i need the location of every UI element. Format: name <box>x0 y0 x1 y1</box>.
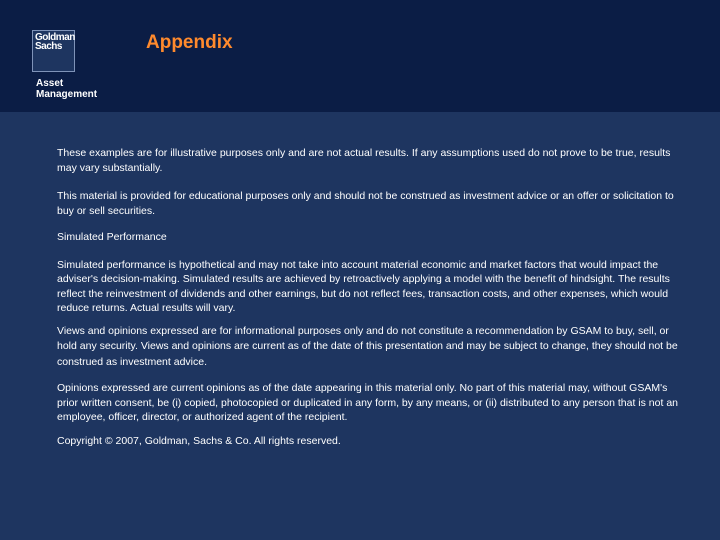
paragraph-educational: This material is provided for educational purposes only and should not be construed as investment advice or an offer or solicitation to buy or sell securities. <box>57 190 674 217</box>
goldman-sachs-logo <box>32 30 75 72</box>
disclaimer-body <box>57 146 691 448</box>
division-label: Asset Management <box>36 78 98 100</box>
copyright-notice: Copyright © 2007, Goldman, Sachs & Co. All rights reserved. <box>57 434 341 447</box>
paragraph-illustrative: These examples are for illustrative purposes only and are not actual results. If any assumptions used do not prove to be true, results may vary substantially. <box>57 147 671 174</box>
paragraph-simulated-performance: Simulated performance is hypothetical and may not take into account material economic and market factors that would impact the adviser's decision-making. Simulated results are achieved by retroactively applying a model with the benefit of hindsight. The results reflect the reinvestment of dividends and other earnings, but do not reflect fees, transaction costs, and other expenses, which would reduce returns. Actual results will vary. <box>57 258 670 314</box>
header-band <box>0 0 720 112</box>
paragraph-opinions-date: Opinions expressed are current opinions as of the date appearing in this material only. No part of this material may, without GSAM's prior written consent, be (i) copied, photocopied or duplicated in any form, by any means, or (ii) distributed to any person that is not an employee, officer, director, or authorized agent of the recipient. <box>57 382 678 423</box>
page-title: Appendix <box>146 32 233 53</box>
section-heading-simulated-performance: Simulated Performance <box>57 231 167 243</box>
logo-text: Goldman Sachs <box>35 32 75 52</box>
paragraph-views-opinions: Views and opinions expressed are for informational purposes only and do not constitute a recommendation by GSAM to buy, sell, or hold any security. Views and opinions are current as of the date of this presentation and may be subject to change, they should not be construed as investment advice. <box>57 324 678 368</box>
